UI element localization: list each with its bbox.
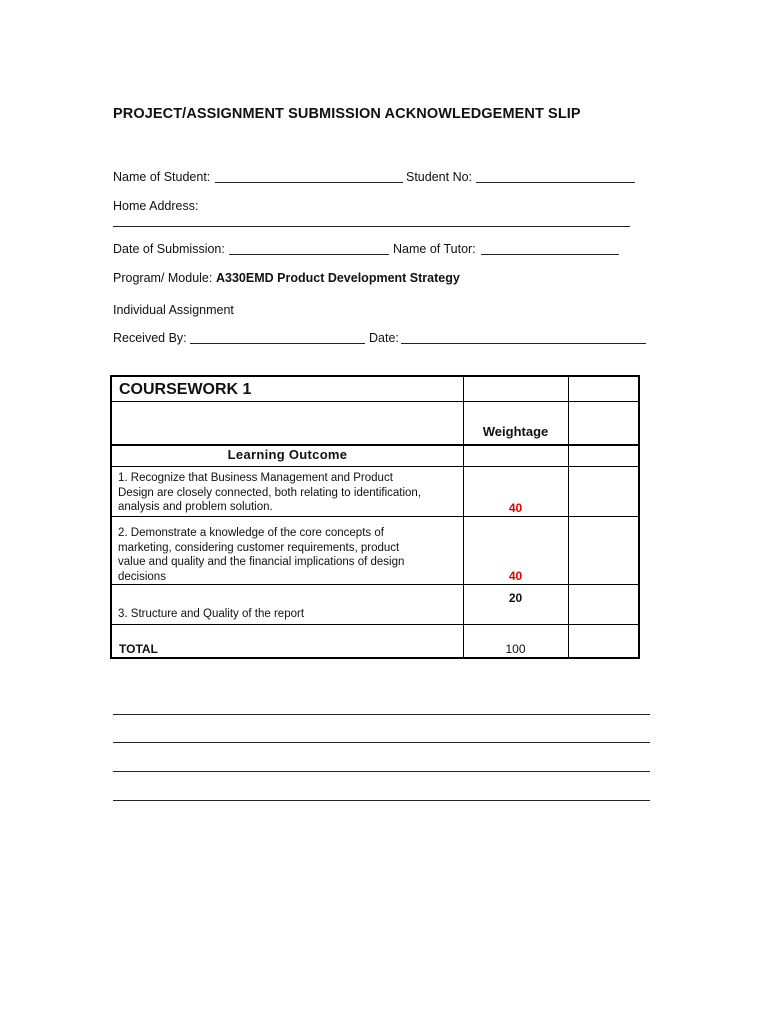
date-of-submission-label: Date of Submission:: [113, 242, 225, 256]
learning-outcome-header: Learning Outcome: [227, 447, 348, 462]
date-field[interactable]: [401, 343, 646, 344]
document-title: PROJECT/ASSIGNMENT SUBMISSION ACKNOWLEDGEMENT SLIP: [113, 106, 581, 122]
blank-line[interactable]: [113, 800, 650, 801]
weightage-1: 40: [508, 501, 523, 515]
program-module-label: Program/ Module:: [113, 271, 213, 285]
blank-line[interactable]: [113, 714, 650, 715]
coursework-table: [110, 375, 640, 659]
date-of-submission-field[interactable]: [229, 254, 389, 255]
learning-outcome-3: 3. Structure and Quality of the report: [118, 608, 305, 620]
assignment-type: Individual Assignment: [113, 303, 234, 317]
total-label: TOTAL: [119, 642, 158, 656]
name-of-tutor-label: Name of Tutor:: [393, 242, 476, 256]
total-value: 100: [505, 642, 526, 656]
weightage-3: 20: [508, 591, 523, 605]
name-of-tutor-field[interactable]: [481, 254, 619, 255]
student-no-field[interactable]: [476, 182, 635, 183]
home-address-label: Home Address:: [113, 199, 199, 213]
table-row-divider: [112, 466, 638, 467]
received-by-label: Received By:: [113, 331, 187, 345]
blank-line[interactable]: [113, 771, 650, 772]
table-row-divider: [112, 584, 638, 585]
program-module-value: A330EMD Product Development Strategy: [216, 271, 460, 285]
coursework-heading: COURSEWORK 1: [119, 381, 252, 398]
weightage-2: 40: [508, 569, 523, 583]
received-by-field[interactable]: [190, 343, 365, 344]
date-label: Date:: [369, 331, 399, 345]
learning-outcome-1: 1. Recognize that Business Management and Product Design are closely connected, both relating to identification, analysis and problem solution.: [118, 472, 422, 513]
student-no-label: Student No:: [406, 170, 473, 184]
table-col-divider: [568, 377, 569, 657]
name-of-student-label: Name of Student:: [113, 170, 211, 184]
blank-line[interactable]: [113, 742, 650, 743]
weightage-header: Weightage: [482, 424, 549, 439]
table-row-divider: [112, 516, 638, 517]
learning-outcome-2: 2. Demonstrate a knowledge of the core concepts of marketing, considering customer requirements, product value and quality and the financial implications of design decisions: [118, 527, 405, 583]
table-col-divider: [463, 377, 464, 657]
home-address-field[interactable]: [113, 226, 630, 227]
name-of-student-field[interactable]: [215, 182, 403, 183]
table-row-divider: [112, 624, 638, 625]
table-row-divider: [112, 401, 638, 402]
table-row-divider: [112, 444, 638, 446]
